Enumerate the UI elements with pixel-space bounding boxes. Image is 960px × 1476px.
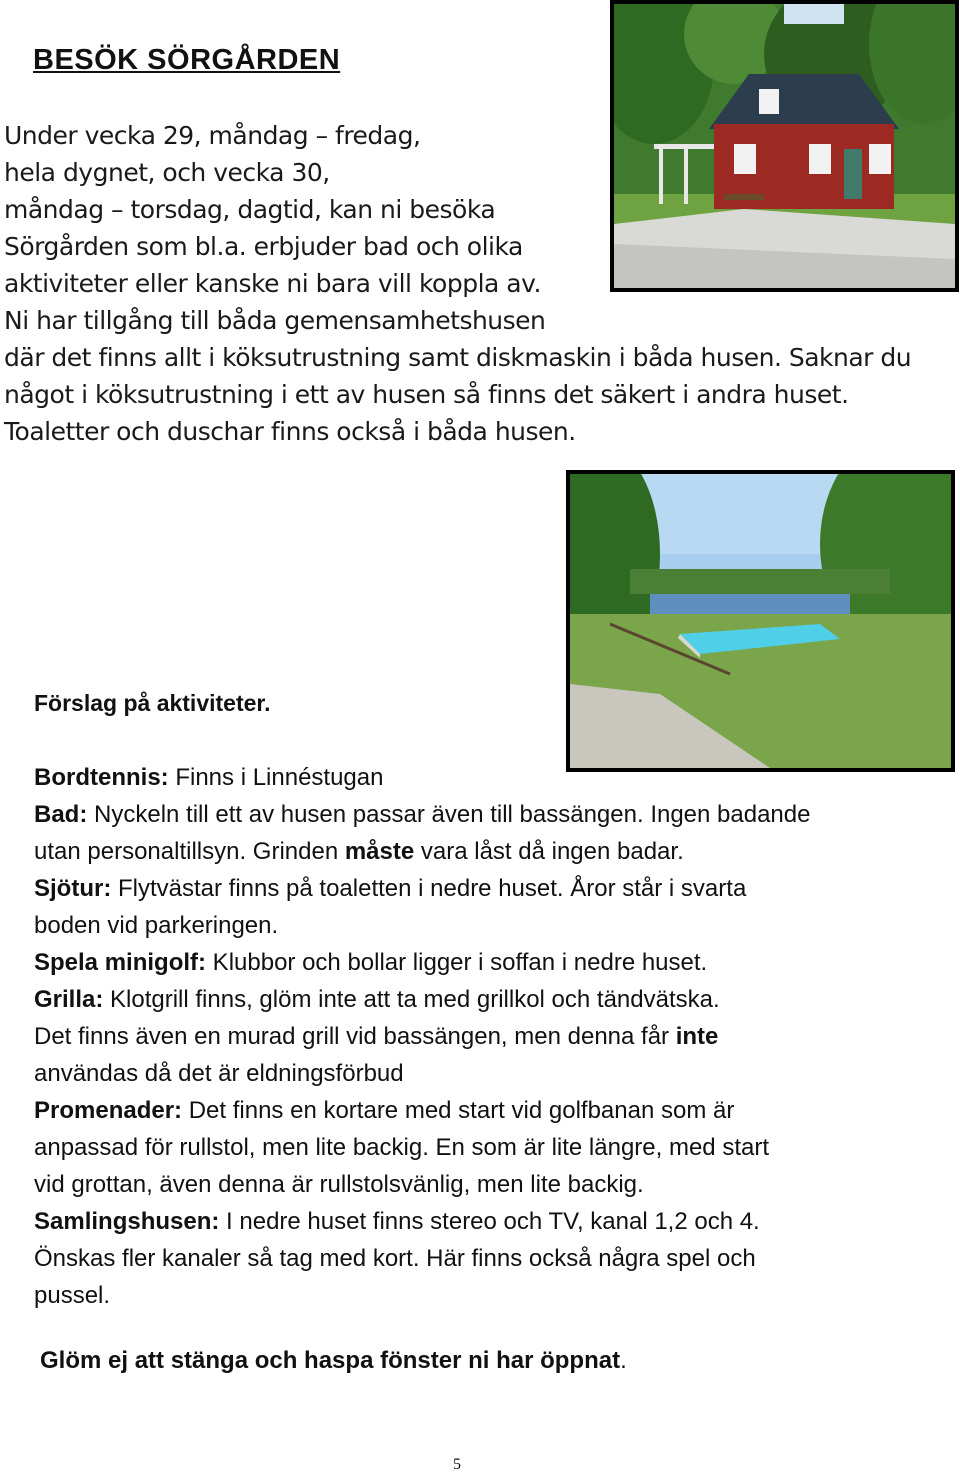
- activity-samlingshusen-cont: pussel.: [34, 1282, 111, 1309]
- activity-minigolf: [34, 944, 707, 981]
- final-note-bold: Glöm ej att stänga och haspa fönster ni har öppnat: [40, 1347, 621, 1374]
- red-house-photo: [610, 0, 959, 292]
- activity-bordtennis: [34, 759, 383, 796]
- activity-promenader: [34, 1092, 734, 1129]
- page-number: 5: [453, 1456, 461, 1473]
- activity-grill-note-cont: användas då det är eldningsförbud: [34, 1060, 404, 1087]
- activity-promenader-cont: vid grottan, även denna är rullstolsvänlig, men lite backig.: [34, 1171, 644, 1198]
- activity-grill-note: [34, 1018, 718, 1055]
- intro-line: Sörgården som bl.a. erbjuder bad och olika: [4, 232, 523, 261]
- activity-text: Klubbor och bollar ligger i soffan i nedre huset.: [206, 949, 708, 976]
- activity-label: Bad:: [34, 801, 88, 828]
- intro-line: måndag – torsdag, dagtid, kan ni besöka: [4, 195, 496, 224]
- emphasis: inte: [675, 1023, 719, 1050]
- intro-line: Toaletter och duschar finns också i båda husen.: [4, 417, 576, 446]
- red-house-illustration: [614, 4, 955, 288]
- activity-bad: [34, 796, 810, 833]
- intro-line: där det finns allt i köksutrustning samt diskmaskin i båda husen. Saknar du: [4, 343, 912, 372]
- activity-samlingshusen-cont: Önskas fler kanaler så tag med kort. Här finns också några spel och: [34, 1245, 756, 1272]
- activity-sjotur-cont: boden vid parkeringen.: [34, 912, 279, 939]
- activity-samlingshusen: [34, 1203, 760, 1240]
- activity-text: vara låst då ingen badar.: [414, 838, 684, 865]
- activity-sjotur: [34, 870, 746, 907]
- activity-text: Finns i Linnéstugan: [168, 764, 384, 791]
- emphasis: måste: [344, 838, 415, 865]
- activity-bad-cont: [34, 833, 684, 870]
- activity-label: Promenader:: [34, 1097, 183, 1124]
- activity-label: Spela minigolf:: [34, 949, 207, 976]
- activity-label: Grilla:: [34, 986, 104, 1013]
- intro-line: aktiviteter eller kanske ni bara vill koppla av.: [4, 269, 541, 298]
- activity-text: I nedre huset finns stereo och TV, kanal 1,2 och 4.: [219, 1208, 760, 1235]
- activity-promenader-cont: anpassad för rullstol, men lite backig. En som är lite längre, med start: [34, 1134, 769, 1161]
- activity-label: Bordtennis:: [34, 764, 169, 791]
- activity-label: Samlingshusen:: [34, 1208, 220, 1235]
- intro-line: hela dygnet, och vecka 30,: [4, 158, 330, 187]
- final-note-period: .: [620, 1347, 627, 1374]
- activity-label: Sjötur:: [34, 875, 112, 902]
- activities-heading: Förslag på aktiviteter.: [34, 690, 271, 716]
- activity-text: Klotgrill finns, glöm inte att ta med grillkol och tändvätska.: [103, 986, 720, 1013]
- activity-text: Nyckeln till ett av husen passar även till bassängen. Ingen badande: [87, 801, 811, 828]
- intro-line: Ni har tillgång till båda gemensamhetshusen: [4, 306, 546, 335]
- intro-line: Under vecka 29, måndag – fredag,: [4, 121, 421, 150]
- activity-text: Det finns en kortare med start vid golfbanan som är: [182, 1097, 735, 1124]
- activity-text: utan personaltillsyn. Grinden: [34, 838, 345, 865]
- activity-text: Flytvästar finns på toaletten i nedre huset. Åror står i svarta: [111, 875, 747, 902]
- intro-line: något i köksutrustning i ett av husen så finns det säkert i andra huset.: [4, 380, 849, 409]
- final-note: [40, 1347, 627, 1375]
- activity-grilla: [34, 981, 720, 1018]
- pool-illustration: [570, 474, 951, 768]
- activity-text: Det finns även en murad grill vid bassängen, men denna får: [34, 1023, 676, 1050]
- page-title: BESÖK SÖRGÅRDEN: [33, 44, 341, 76]
- pool-photo: [566, 470, 955, 772]
